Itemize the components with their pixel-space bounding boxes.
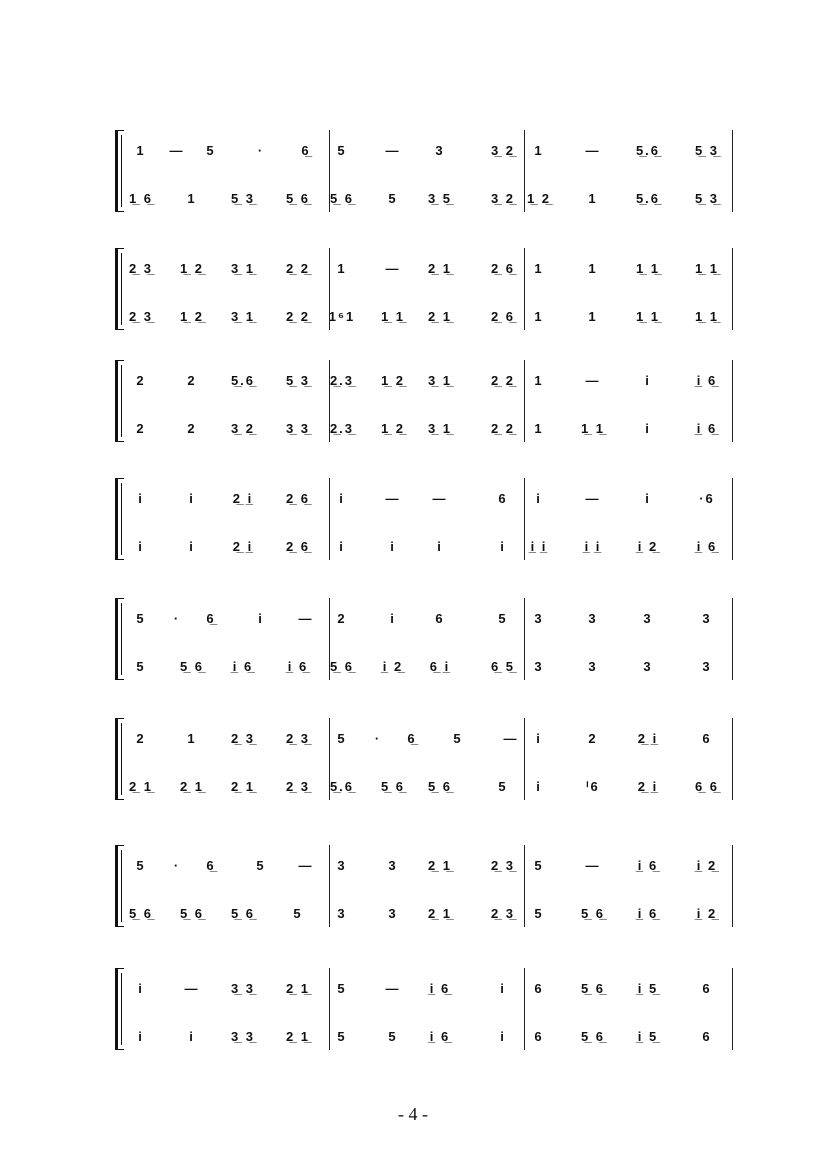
note-token: 2̲ 6̲ bbox=[490, 261, 516, 276]
note-token: 2̲ 6̲ bbox=[285, 539, 311, 554]
note-token: 3 bbox=[588, 611, 598, 626]
note-token: 2̲ 2̲ bbox=[490, 421, 516, 436]
note-token: 5 bbox=[388, 1029, 398, 1044]
note-token: — bbox=[585, 491, 601, 506]
note-token: 3̲ 3̲ bbox=[285, 421, 311, 436]
note-token: 1̲ 6̲ bbox=[128, 191, 154, 206]
note-token: — bbox=[432, 491, 448, 506]
note-token: 1̲ 1̲ bbox=[380, 309, 406, 324]
lower-part bbox=[115, 190, 740, 214]
note-token: 5 bbox=[136, 611, 146, 626]
note-token: 5̲.6̲ bbox=[329, 779, 355, 794]
upper-part bbox=[115, 857, 740, 881]
note-token: 5̲ 6̲ bbox=[580, 981, 606, 996]
system-3 bbox=[115, 360, 740, 442]
note-token: 1̲ 2̲ bbox=[526, 191, 552, 206]
note-token: 5 bbox=[337, 981, 347, 996]
lower-part bbox=[115, 308, 740, 332]
note-token: · bbox=[257, 143, 265, 158]
note-token: 5 bbox=[337, 731, 347, 746]
note-token: 3 bbox=[702, 659, 712, 674]
note-token: i bbox=[645, 421, 651, 436]
note-token: 2̲ 1̲ bbox=[285, 981, 311, 996]
note-token: 3 bbox=[388, 906, 398, 921]
note-token: 1⁶1 bbox=[328, 309, 356, 324]
note-token: 5 bbox=[534, 906, 544, 921]
note-token: i bbox=[536, 779, 542, 794]
note-token: 2̲ 1̲ bbox=[427, 261, 453, 276]
note-token: 1 bbox=[588, 309, 598, 324]
note-token: 5̲ 6̲ bbox=[179, 906, 205, 921]
note-token: i bbox=[536, 491, 542, 506]
note-token: i̲ i̲ bbox=[530, 539, 548, 554]
note-token: 3 bbox=[435, 143, 445, 158]
note-token: i̲ 5̲ bbox=[637, 981, 659, 996]
note-token: 3̲ 3̲ bbox=[230, 981, 256, 996]
note-token: 6 bbox=[702, 1029, 712, 1044]
note-token: i̲ 2̲ bbox=[696, 858, 718, 873]
note-token: — bbox=[385, 143, 401, 158]
note-token: 2̲ 2̲ bbox=[490, 373, 516, 388]
note-token: 2̲.3̲ bbox=[329, 373, 355, 388]
note-token: i bbox=[189, 491, 195, 506]
note-token: 5̲ 3̲ bbox=[694, 191, 720, 206]
note-token: 5 bbox=[498, 611, 508, 626]
note-token: i̲ 6̲ bbox=[637, 906, 659, 921]
note-token: 3 bbox=[702, 611, 712, 626]
note-token: 2 bbox=[187, 373, 197, 388]
note-token: 5 bbox=[256, 858, 266, 873]
note-token: 2 bbox=[136, 373, 146, 388]
note-token: 5̲ 6̲ bbox=[580, 1029, 606, 1044]
lower-part bbox=[115, 905, 740, 929]
note-token: 2̲ 3̲ bbox=[285, 779, 311, 794]
note-token: 6 bbox=[498, 491, 508, 506]
note-token: 2̲ 1̲ bbox=[179, 779, 205, 794]
system-6 bbox=[115, 718, 740, 800]
note-token: i bbox=[138, 981, 144, 996]
note-token: i̲ 6̲ bbox=[232, 659, 254, 674]
note-token: i̲ 6̲ bbox=[696, 373, 718, 388]
note-token: 5̲ 6̲ bbox=[285, 191, 311, 206]
note-token: 5̲.6̲ bbox=[635, 191, 661, 206]
note-token: — bbox=[298, 611, 314, 626]
note-token: ·6 bbox=[699, 491, 715, 506]
note-token: · bbox=[173, 611, 181, 626]
note-token: 5̲ 6̲ bbox=[427, 779, 453, 794]
note-token: i bbox=[645, 491, 651, 506]
upper-part bbox=[115, 260, 740, 284]
note-token: 3 bbox=[534, 611, 544, 626]
note-token: 5̲ 6̲ bbox=[128, 906, 154, 921]
note-token: i bbox=[138, 491, 144, 506]
note-token: — bbox=[503, 731, 519, 746]
note-token: 1̲ 1̲ bbox=[635, 261, 661, 276]
note-token: 2 bbox=[588, 731, 598, 746]
note-token: i bbox=[339, 539, 345, 554]
page-number: - 4 - bbox=[398, 1104, 428, 1124]
note-token: i bbox=[390, 539, 396, 554]
note-token: i̲ 2̲ bbox=[696, 906, 718, 921]
note-token: 6̲ bbox=[206, 858, 216, 873]
lower-part bbox=[115, 420, 740, 444]
note-token: 2 bbox=[187, 421, 197, 436]
note-token: 1 bbox=[588, 191, 598, 206]
note-token: — bbox=[585, 143, 601, 158]
note-token: 1̲ 2̲ bbox=[380, 373, 406, 388]
note-token: 1 bbox=[337, 261, 347, 276]
note-token: 6̲ bbox=[301, 143, 311, 158]
note-token: 5 bbox=[453, 731, 463, 746]
note-token: i bbox=[189, 1029, 195, 1044]
note-token: i̲ 2̲ bbox=[637, 539, 659, 554]
note-token: 2 bbox=[136, 421, 146, 436]
note-token: 6 bbox=[435, 611, 445, 626]
note-token: — bbox=[585, 373, 601, 388]
note-token: i bbox=[500, 539, 506, 554]
note-token: 2̲.3̲ bbox=[329, 421, 355, 436]
note-token: 1 bbox=[187, 731, 197, 746]
note-token: — bbox=[585, 858, 601, 873]
note-token: 2̲ i̲ bbox=[232, 491, 254, 506]
note-token: 2̲ 1̲ bbox=[427, 309, 453, 324]
system-5 bbox=[115, 598, 740, 680]
note-token: 5 bbox=[388, 191, 398, 206]
note-token: 3̲ 1̲ bbox=[427, 421, 453, 436]
system-1 bbox=[115, 130, 740, 212]
note-token: 1 bbox=[187, 191, 197, 206]
note-token: 1̲ 2̲ bbox=[179, 309, 205, 324]
note-token: i̲ 6̲ bbox=[287, 659, 309, 674]
note-token: 1 bbox=[534, 143, 544, 158]
note-token: i bbox=[138, 1029, 144, 1044]
note-token: 6̲ bbox=[206, 611, 216, 626]
note-token: i bbox=[536, 731, 542, 746]
note-token: 3 bbox=[643, 611, 653, 626]
note-token: 5̲.6̲ bbox=[635, 143, 661, 158]
note-token: 5̲ 3̲ bbox=[230, 191, 256, 206]
note-token: 6̲ 5̲ bbox=[490, 659, 516, 674]
note-token: 5 bbox=[136, 858, 146, 873]
note-token: 6 bbox=[702, 981, 712, 996]
note-token: 6 bbox=[534, 1029, 544, 1044]
note-token: i̲ i̲ bbox=[584, 539, 602, 554]
note-token: 3̲ 5̲ bbox=[427, 191, 453, 206]
note-token: 3 bbox=[337, 906, 347, 921]
note-token: 6 bbox=[534, 981, 544, 996]
note-token: i bbox=[138, 539, 144, 554]
note-token: i bbox=[258, 611, 264, 626]
note-token: 1̲ 1̲ bbox=[694, 261, 720, 276]
note-token: 5̲ 3̲ bbox=[285, 373, 311, 388]
note-token: 6̲ 6̲ bbox=[694, 779, 720, 794]
lower-part bbox=[115, 538, 740, 562]
note-token: 1 bbox=[534, 373, 544, 388]
note-token: 2̲ 1̲ bbox=[128, 779, 154, 794]
note-token: — bbox=[169, 143, 185, 158]
note-token: 2̲ 3̲ bbox=[230, 731, 256, 746]
note-token: 2̲ i̲ bbox=[637, 779, 659, 794]
note-token: i bbox=[390, 611, 396, 626]
note-token: 5̲ 6̲ bbox=[580, 906, 606, 921]
note-token: 2̲ 1̲ bbox=[427, 858, 453, 873]
note-token: 5 bbox=[498, 779, 508, 794]
note-token: 2̲ 2̲ bbox=[285, 261, 311, 276]
note-token: i̲ 6̲ bbox=[696, 421, 718, 436]
lower-part bbox=[115, 658, 740, 682]
system-8 bbox=[115, 968, 740, 1050]
note-token: 2̲ 3̲ bbox=[490, 906, 516, 921]
note-token: 2̲ 3̲ bbox=[128, 261, 154, 276]
note-token: 3̲ 2̲ bbox=[490, 191, 516, 206]
note-token: 3 bbox=[643, 659, 653, 674]
note-token: 2̲ 1̲ bbox=[427, 906, 453, 921]
note-token: 2̲ 1̲ bbox=[230, 779, 256, 794]
upper-part bbox=[115, 610, 740, 634]
note-token: 5̲ 6̲ bbox=[230, 906, 256, 921]
note-token: — bbox=[385, 491, 401, 506]
upper-part bbox=[115, 372, 740, 396]
note-token: 5̲ 6̲ bbox=[380, 779, 406, 794]
note-token: 5̲.6̲ bbox=[230, 373, 256, 388]
note-token: 2̲ 3̲ bbox=[490, 858, 516, 873]
lower-part bbox=[115, 1028, 740, 1052]
note-token: 5 bbox=[337, 1029, 347, 1044]
note-token: 2 bbox=[136, 731, 146, 746]
note-token: 3 bbox=[588, 659, 598, 674]
note-token: 1 bbox=[534, 261, 544, 276]
note-token: 3 bbox=[534, 659, 544, 674]
note-token: 5̲ 6̲ bbox=[179, 659, 205, 674]
note-token: 2̲ 3̲ bbox=[285, 731, 311, 746]
note-token: — bbox=[298, 858, 314, 873]
note-token: i̲ 6̲ bbox=[429, 981, 451, 996]
note-token: 1 bbox=[534, 421, 544, 436]
note-token: 3̲ 2̲ bbox=[490, 143, 516, 158]
note-token: 2̲ 1̲ bbox=[285, 1029, 311, 1044]
note-token: 3̲ 2̲ bbox=[230, 421, 256, 436]
system-7 bbox=[115, 845, 740, 927]
upper-part bbox=[115, 730, 740, 754]
note-token: i bbox=[339, 491, 345, 506]
note-token: i̲ 6̲ bbox=[696, 539, 718, 554]
note-token: ⁱ6 bbox=[586, 779, 600, 794]
note-token: i̲ 5̲ bbox=[637, 1029, 659, 1044]
note-token: · bbox=[374, 731, 382, 746]
note-token: 6̲ bbox=[407, 731, 417, 746]
note-token: 2̲ 6̲ bbox=[490, 309, 516, 324]
system-4 bbox=[115, 478, 740, 560]
note-token: i bbox=[189, 539, 195, 554]
note-token: 3̲ 1̲ bbox=[427, 373, 453, 388]
note-token: i bbox=[500, 1029, 506, 1044]
note-token: 1̲ 1̲ bbox=[694, 309, 720, 324]
note-token: 3̲ 1̲ bbox=[230, 261, 256, 276]
note-token: 1 bbox=[588, 261, 598, 276]
note-token: 2̲ i̲ bbox=[637, 731, 659, 746]
note-token: 3 bbox=[337, 858, 347, 873]
note-token: 6̲ i̲ bbox=[429, 659, 451, 674]
note-token: — bbox=[184, 981, 200, 996]
note-token: — bbox=[385, 261, 401, 276]
note-token: 2̲ 2̲ bbox=[285, 309, 311, 324]
system-2 bbox=[115, 248, 740, 330]
note-token: 1̲ 2̲ bbox=[179, 261, 205, 276]
note-token: 5 bbox=[206, 143, 216, 158]
note-token: — bbox=[385, 981, 401, 996]
note-token: 1 bbox=[534, 309, 544, 324]
note-token: 2̲ 3̲ bbox=[128, 309, 154, 324]
note-token: 1̲ 1̲ bbox=[635, 309, 661, 324]
note-token: 3̲ 1̲ bbox=[230, 309, 256, 324]
note-token: 3 bbox=[388, 858, 398, 873]
note-token: 3̲ 3̲ bbox=[230, 1029, 256, 1044]
note-token: 2̲ 6̲ bbox=[285, 491, 311, 506]
note-token: 5̲ 6̲ bbox=[329, 659, 355, 674]
note-token: 2̲ i̲ bbox=[232, 539, 254, 554]
note-token: 5 bbox=[293, 906, 303, 921]
note-token: · bbox=[173, 858, 181, 873]
note-token: 5̲ 3̲ bbox=[694, 143, 720, 158]
note-token: 2 bbox=[337, 611, 347, 626]
note-token: 1̲ 1̲ bbox=[580, 421, 606, 436]
note-token: 6 bbox=[702, 731, 712, 746]
upper-part bbox=[115, 980, 740, 1004]
note-token: 1̲ 2̲ bbox=[380, 421, 406, 436]
note-token: i bbox=[437, 539, 443, 554]
note-token: 5 bbox=[534, 858, 544, 873]
note-token: i̲ 6̲ bbox=[637, 858, 659, 873]
upper-part bbox=[115, 142, 740, 166]
note-token: i bbox=[500, 981, 506, 996]
note-token: 5 bbox=[136, 659, 146, 674]
note-token: i̲ 6̲ bbox=[429, 1029, 451, 1044]
note-token: i̲ 2̲ bbox=[382, 659, 404, 674]
note-token: 1 bbox=[136, 143, 146, 158]
upper-part bbox=[115, 490, 740, 514]
note-token: 5̲ 6̲ bbox=[329, 191, 355, 206]
note-token: 5 bbox=[337, 143, 347, 158]
lower-part bbox=[115, 778, 740, 802]
note-token: i bbox=[645, 373, 651, 388]
